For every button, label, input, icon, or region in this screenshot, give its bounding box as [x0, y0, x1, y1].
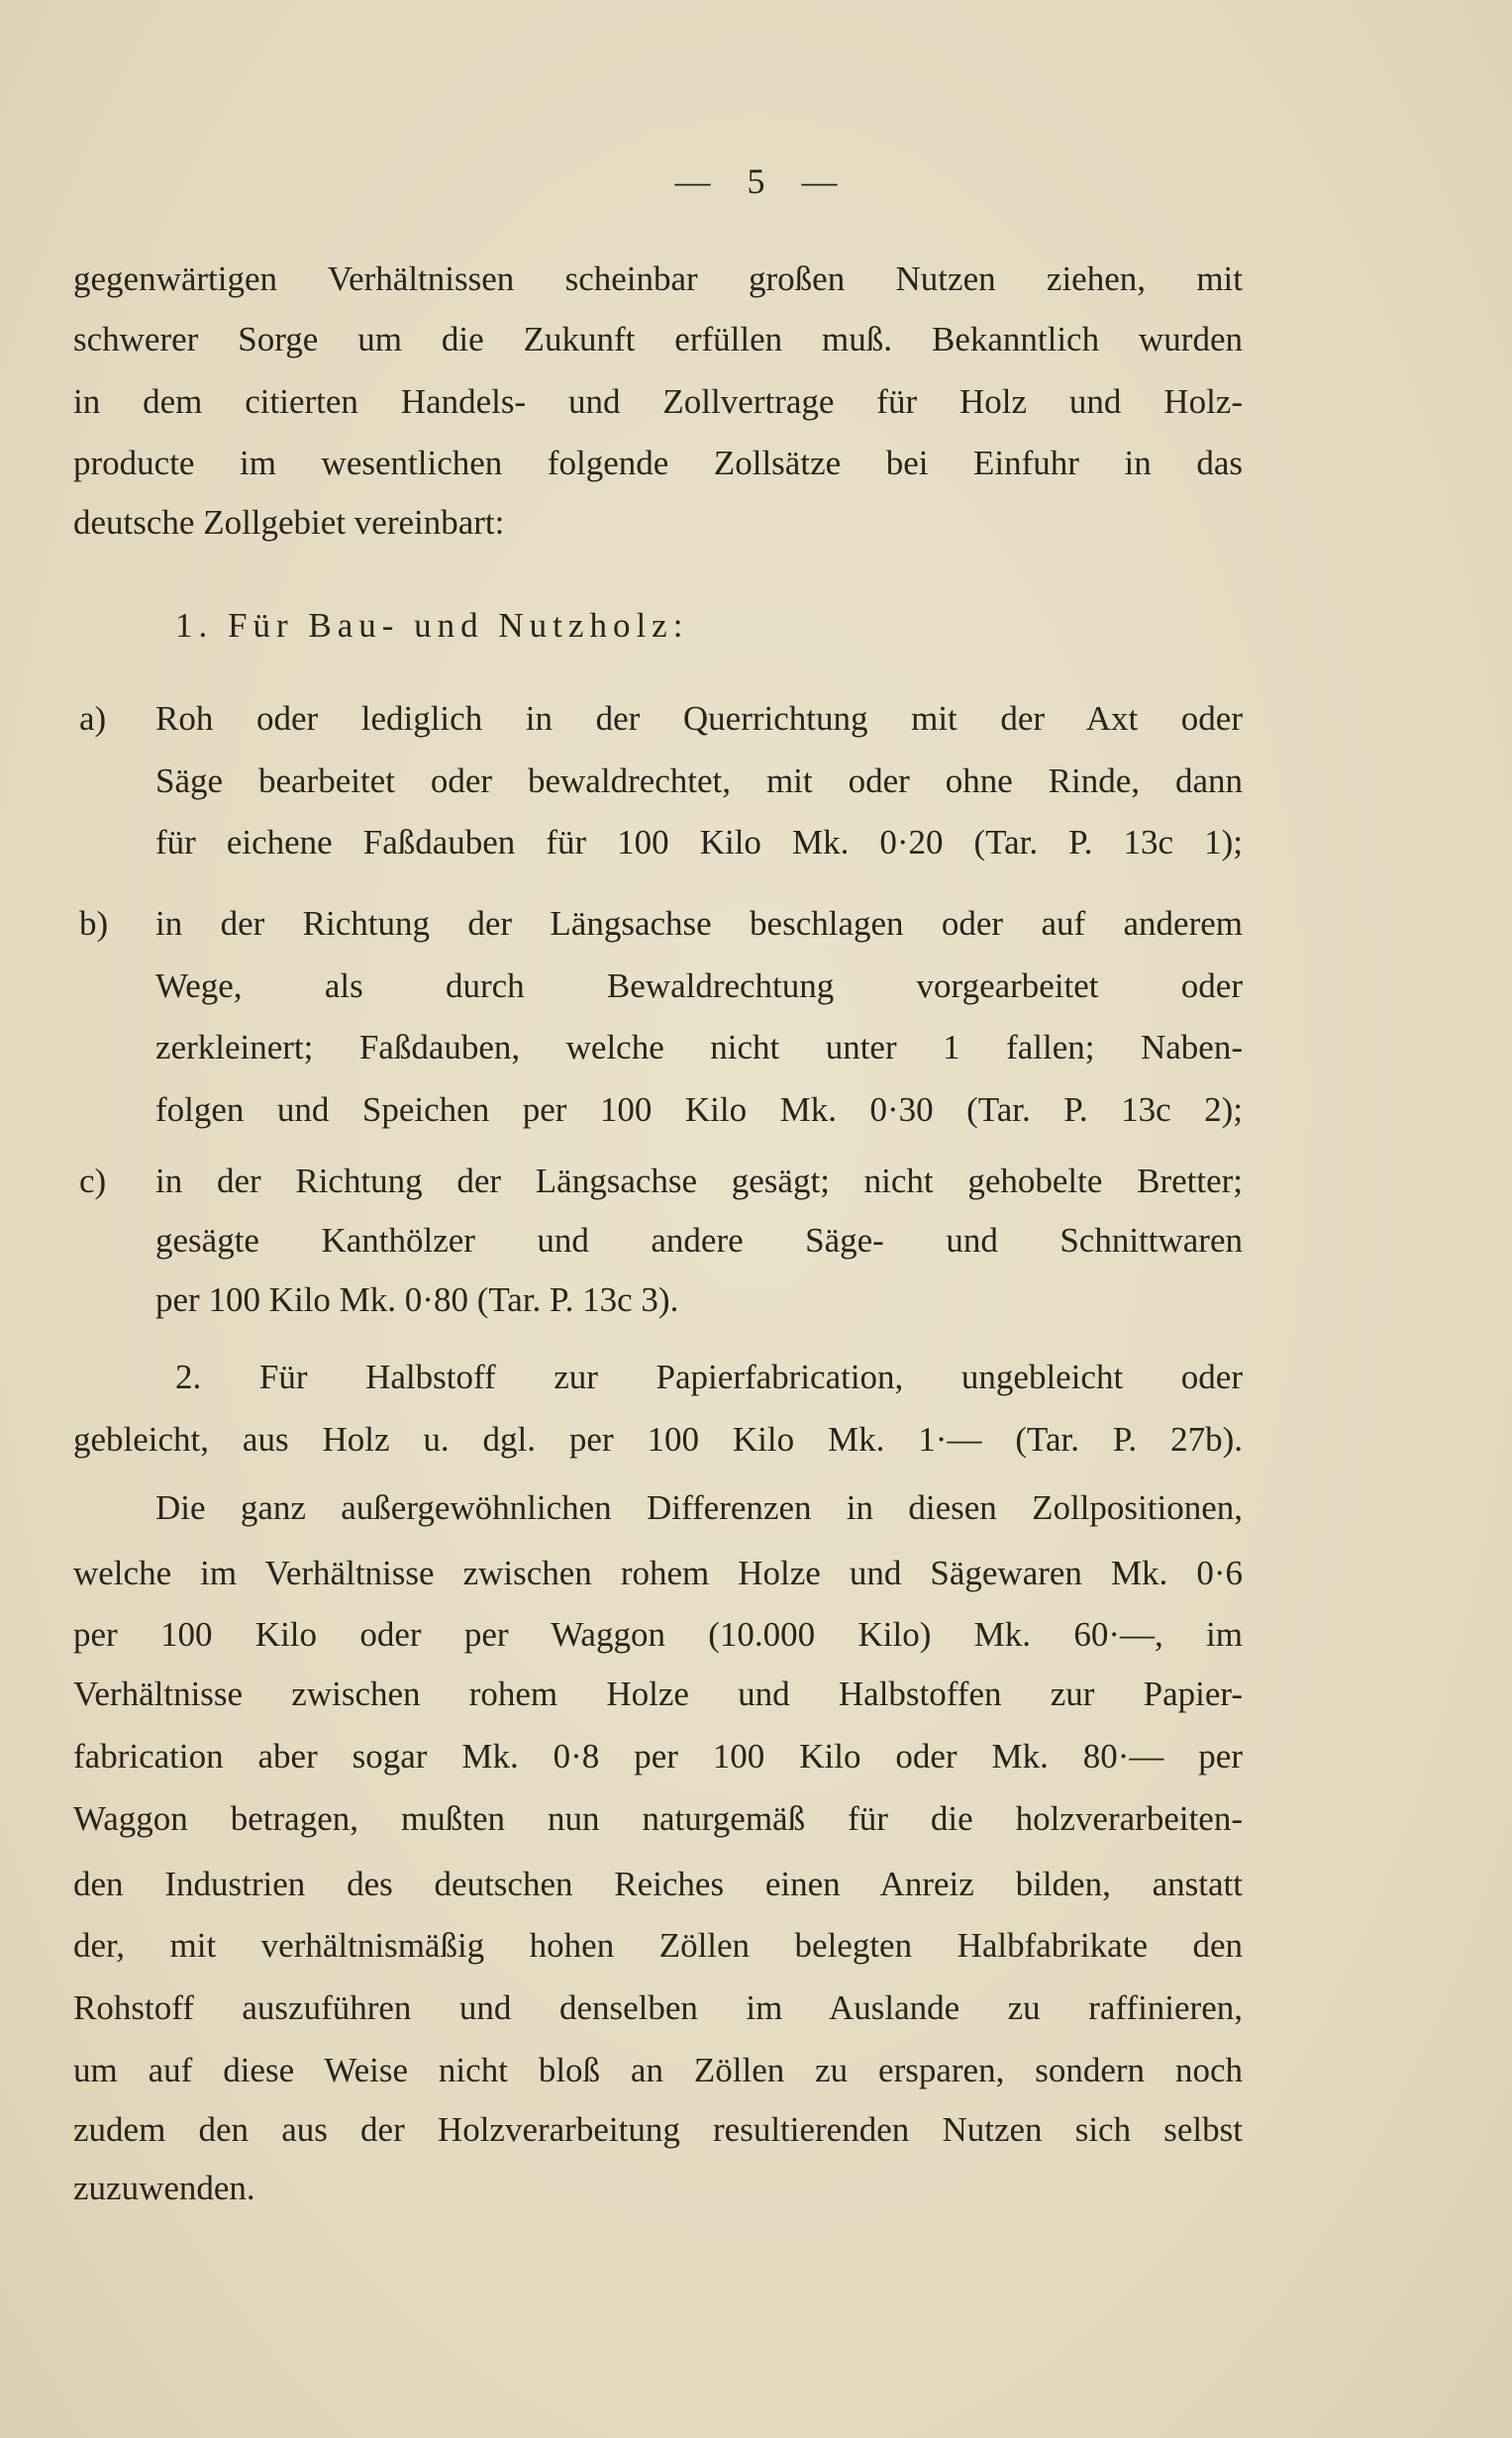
text-line: deutsche Zollgebiet vereinbart:: [73, 503, 505, 542]
text-line: gebleicht, aus Holz u. dgl. per 100 Kilo Mk. 1·— (Tar. P. 27b).: [73, 1420, 1243, 1459]
text-line: 2. Für Halbstoff zur Papierfabrication, ungebleicht oder: [175, 1358, 1243, 1396]
item-label: a): [79, 699, 107, 738]
section-heading: 1. Für Bau- und Nutzholz:: [175, 606, 689, 645]
text-line: producte im wesentlichen folgende Zollsätze bei Einfuhr in das: [73, 444, 1243, 482]
text-line: für eichene Faßdauben für 100 Kilo Mk. 0·20 (Tar. P. 13c 1);: [155, 823, 1243, 862]
text-line: Verhältnisse zwischen rohem Holze und Halbstoffen zur Papier-: [73, 1675, 1243, 1713]
text-line: Wege, als durch Bewaldrechtung vorgearbeitet oder: [155, 966, 1243, 1005]
text-line: zerkleinert; Faßdauben, welche nicht unter 1 fallen; Naben-: [155, 1028, 1243, 1067]
text-line: folgen und Speichen per 100 Kilo Mk. 0·30 (Tar. P. 13c 2);: [155, 1090, 1243, 1129]
text-line: zudem den aus der Holzverarbeitung resultierenden Nutzen sich selbst: [73, 2110, 1243, 2149]
text-line: fabrication aber sogar Mk. 0·8 per 100 Kilo oder Mk. 80·— per: [73, 1737, 1243, 1776]
text-line: zuzuwenden.: [73, 2169, 255, 2207]
text-line: Die ganz außergewöhnlichen Differenzen in diesen Zollpositionen,: [155, 1488, 1243, 1527]
text-line: gegenwärtigen Verhältnissen scheinbar großen Nutzen ziehen, mit: [73, 259, 1243, 298]
text-line: in der Richtung der Längsachse gesägt; nicht gehobelte Bretter;: [155, 1162, 1243, 1200]
text-line: um auf diese Weise nicht bloß an Zöllen zu ersparen, sondern noch: [73, 2051, 1243, 2089]
text-line: welche im Verhältnisse zwischen rohem Holze und Sägewaren Mk. 0·6: [73, 1554, 1243, 1592]
text-line: per 100 Kilo Mk. 0·80 (Tar. P. 13c 3).: [155, 1280, 679, 1319]
text-line: schwerer Sorge um die Zukunft erfüllen muß. Bekanntlich wurden: [73, 320, 1243, 358]
text-line: den Industrien des deutschen Reiches einen Anreiz bilden, anstatt: [73, 1865, 1243, 1903]
text-line: Roh oder lediglich in der Querrichtung mit der Axt oder: [155, 699, 1243, 738]
text-line: Waggon betragen, mußten nun naturgemäß für die holzverarbeiten-: [73, 1799, 1243, 1838]
page-number: — 5 —: [674, 161, 838, 201]
text-line: der, mit verhältnismäßig hohen Zöllen belegten Halbfabrikate den: [73, 1926, 1243, 1965]
item-label: b): [79, 904, 109, 943]
text-line: in dem citierten Handels- und Zollvertrage für Holz und Holz-: [73, 382, 1243, 421]
text-line: in der Richtung der Längsachse beschlagen oder auf anderem: [155, 904, 1243, 943]
text-line: gesägte Kanthölzer und andere Säge- und Schnittwaren: [155, 1221, 1243, 1260]
text-line: per 100 Kilo oder per Waggon (10.000 Kilo) Mk. 60·—, im: [73, 1615, 1243, 1654]
item-label: c): [79, 1162, 107, 1200]
text-line: Rohstoff auszuführen und denselben im Auslande zu raffinieren,: [73, 1988, 1243, 2027]
text-line: Säge bearbeitet oder bewaldrechtet, mit oder ohne Rinde, dann: [155, 762, 1243, 800]
